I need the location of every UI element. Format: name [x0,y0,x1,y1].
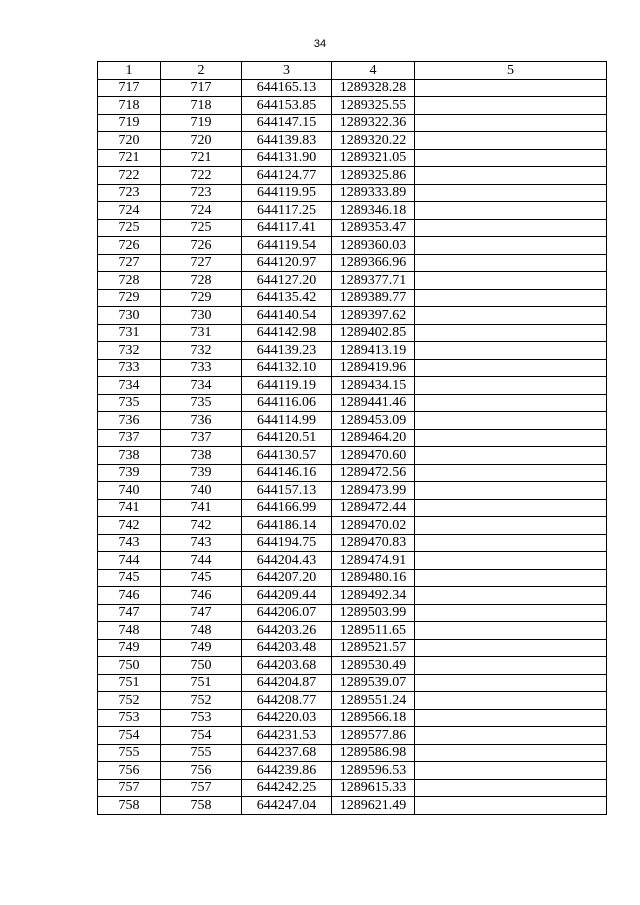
table-cell: 744 [98,552,161,570]
table-cell [415,237,607,255]
table-cell [415,674,607,692]
table-row [98,167,607,185]
table-cell: 720 [161,132,242,150]
table-cell: 1289470.60 [332,447,415,465]
table-cell: 644139.23 [242,342,332,360]
table-cell: 644186.14 [242,517,332,535]
table-cell: 1289503.99 [332,604,415,622]
table-row [98,482,607,500]
table-cell: 1289325.55 [332,97,415,115]
table-row [98,709,607,727]
table-cell: 1289511.65 [332,622,415,640]
table-cell: 644127.20 [242,272,332,290]
table-row [98,587,607,605]
table-cell: 644209.44 [242,587,332,605]
table-cell: 758 [161,797,242,815]
column-header: 4 [332,62,415,80]
table-cell [415,534,607,552]
table-cell: 644119.54 [242,237,332,255]
table-cell: 1289328.28 [332,79,415,97]
table-row [98,79,607,97]
table-row [98,429,607,447]
table-cell: 644203.48 [242,639,332,657]
table-cell: 726 [98,237,161,255]
table-cell: 744 [161,552,242,570]
table-cell: 1289615.33 [332,779,415,797]
table-cell: 750 [161,657,242,675]
table-cell: 749 [98,639,161,657]
table-row [98,464,607,482]
table-row [98,149,607,167]
table-cell [415,482,607,500]
table-row [98,184,607,202]
table-cell: 720 [98,132,161,150]
table-cell: 644135.42 [242,289,332,307]
table-row [98,569,607,587]
table-cell: 750 [98,657,161,675]
table-cell: 738 [98,447,161,465]
table-cell: 740 [98,482,161,500]
table-cell: 731 [161,324,242,342]
table-cell: 754 [161,727,242,745]
table-cell: 748 [98,622,161,640]
table-cell: 735 [98,394,161,412]
table-cell [415,202,607,220]
table-cell: 745 [161,569,242,587]
table-cell: 644208.77 [242,692,332,710]
table-row [98,797,607,815]
coordinates-table [97,61,607,815]
table-cell: 724 [98,202,161,220]
table-cell [415,114,607,132]
table-row [98,412,607,430]
table-cell: 1289346.18 [332,202,415,220]
table-cell [415,219,607,237]
table-cell [415,97,607,115]
table-cell [415,762,607,780]
table-cell: 1289470.02 [332,517,415,535]
table-cell [415,692,607,710]
table-cell: 747 [98,604,161,622]
table-cell: 1289621.49 [332,797,415,815]
table-row [98,132,607,150]
table-cell: 644239.86 [242,762,332,780]
table-cell: 1289586.98 [332,744,415,762]
table-cell: 1289333.89 [332,184,415,202]
table-cell: 746 [161,587,242,605]
table-row [98,639,607,657]
table-cell: 644166.99 [242,499,332,517]
table-row [98,394,607,412]
table-cell: 1289530.49 [332,657,415,675]
table-cell: 1289402.85 [332,324,415,342]
table-cell: 644153.85 [242,97,332,115]
table-cell: 644142.98 [242,324,332,342]
table-cell [415,657,607,675]
table-cell [415,359,607,377]
table-cell: 1289366.96 [332,254,415,272]
table-cell: 756 [98,762,161,780]
table-cell: 644132.10 [242,359,332,377]
table-cell: 1289521.57 [332,639,415,657]
table-cell: 754 [98,727,161,745]
table-row [98,674,607,692]
table-cell: 1289320.22 [332,132,415,150]
table-cell: 644120.51 [242,429,332,447]
table-cell: 730 [161,307,242,325]
page-number: 34 [313,38,327,50]
table-cell: 644131.90 [242,149,332,167]
table-row [98,604,607,622]
table-cell: 743 [98,534,161,552]
table-row [98,114,607,132]
table-cell [415,394,607,412]
table-cell: 1289377.71 [332,272,415,290]
table-row [98,762,607,780]
table-cell: 644203.26 [242,622,332,640]
table-cell: 644231.53 [242,727,332,745]
table-cell: 734 [98,377,161,395]
table-cell [415,324,607,342]
table-cell: 1289473.99 [332,482,415,500]
table-cell: 752 [98,692,161,710]
table-cell: 717 [98,79,161,97]
table-cell: 1289566.18 [332,709,415,727]
table-cell: 1289472.56 [332,464,415,482]
table-cell: 734 [161,377,242,395]
table-cell: 719 [98,114,161,132]
table-cell: 733 [161,359,242,377]
table-cell: 737 [161,429,242,447]
table-cell: 1289539.07 [332,674,415,692]
table-cell: 644247.04 [242,797,332,815]
table-cell [415,272,607,290]
table-cell: 752 [161,692,242,710]
table-cell: 718 [98,97,161,115]
table-cell: 739 [98,464,161,482]
table-cell: 1289492.34 [332,587,415,605]
table-cell: 755 [161,744,242,762]
table-cell [415,727,607,745]
table-cell: 723 [98,184,161,202]
table-cell [415,709,607,727]
table-cell: 736 [98,412,161,430]
table-cell: 726 [161,237,242,255]
table-cell: 644119.19 [242,377,332,395]
table-cell: 1289360.03 [332,237,415,255]
table-row [98,202,607,220]
table-row [98,499,607,517]
table-cell: 1289413.19 [332,342,415,360]
table-cell [415,79,607,97]
table-cell: 736 [161,412,242,430]
table-row [98,307,607,325]
table-cell: 756 [161,762,242,780]
table-cell: 1289470.83 [332,534,415,552]
table-cell: 644117.25 [242,202,332,220]
table-cell: 644237.68 [242,744,332,762]
table-cell: 722 [98,167,161,185]
table-cell: 725 [161,219,242,237]
table-cell: 742 [161,517,242,535]
table-cell: 1289321.05 [332,149,415,167]
table-cell [415,464,607,482]
table-row [98,692,607,710]
table-cell: 722 [161,167,242,185]
table-cell: 727 [98,254,161,272]
table-cell: 644220.03 [242,709,332,727]
table-cell: 732 [98,342,161,360]
table-cell: 644114.99 [242,412,332,430]
table-cell: 753 [161,709,242,727]
table-row [98,727,607,745]
table-row [98,342,607,360]
table-cell: 729 [161,289,242,307]
table-cell: 1289453.09 [332,412,415,430]
table-cell [415,779,607,797]
table-cell: 740 [161,482,242,500]
table-cell: 721 [98,149,161,167]
table-cell: 742 [98,517,161,535]
table-cell: 1289325.86 [332,167,415,185]
table-row [98,237,607,255]
table-row [98,657,607,675]
table-cell: 723 [161,184,242,202]
table-cell: 729 [98,289,161,307]
table-cell: 747 [161,604,242,622]
table-cell: 732 [161,342,242,360]
table-cell: 644203.68 [242,657,332,675]
table-cell: 1289434.15 [332,377,415,395]
table-cell [415,517,607,535]
table-row [98,779,607,797]
table-row [98,289,607,307]
table-cell [415,167,607,185]
table-cell: 741 [161,499,242,517]
table-cell: 728 [98,272,161,290]
table-cell [415,604,607,622]
table-cell [415,184,607,202]
table-cell: 737 [98,429,161,447]
table-cell: 644139.83 [242,132,332,150]
table-cell: 644147.15 [242,114,332,132]
table-cell [415,289,607,307]
table-cell: 1289419.96 [332,359,415,377]
table-cell: 644165.13 [242,79,332,97]
table-row [98,447,607,465]
table-row [98,219,607,237]
table-cell: 731 [98,324,161,342]
table-cell: 1289441.46 [332,394,415,412]
table-cell: 1289480.16 [332,569,415,587]
table-cell: 743 [161,534,242,552]
table-cell: 644194.75 [242,534,332,552]
table-cell: 751 [161,674,242,692]
table-cell: 735 [161,394,242,412]
table-cell [415,342,607,360]
table-cell: 748 [161,622,242,640]
table-cell: 644117.41 [242,219,332,237]
table-cell: 758 [98,797,161,815]
table-cell [415,569,607,587]
table-row [98,377,607,395]
table-cell [415,552,607,570]
table-row [98,272,607,290]
table-cell [415,587,607,605]
table-cell: 721 [161,149,242,167]
table-cell: 644157.13 [242,482,332,500]
column-header: 2 [161,62,242,80]
table-cell: 738 [161,447,242,465]
table-cell: 644204.87 [242,674,332,692]
table-row [98,552,607,570]
table-cell: 741 [98,499,161,517]
table-cell [415,797,607,815]
table-cell [415,132,607,150]
table-row [98,254,607,272]
table-cell: 757 [98,779,161,797]
table-cell: 1289353.47 [332,219,415,237]
table-cell: 733 [98,359,161,377]
table-cell: 757 [161,779,242,797]
table-cell: 1289472.44 [332,499,415,517]
table-cell [415,254,607,272]
table-row [98,622,607,640]
table-cell: 1289322.36 [332,114,415,132]
table-cell: 751 [98,674,161,692]
table-cell: 746 [98,587,161,605]
table-cell: 717 [161,79,242,97]
table-cell: 739 [161,464,242,482]
table-cell [415,307,607,325]
table-cell: 644207.20 [242,569,332,587]
table-cell [415,639,607,657]
table-cell: 1289596.53 [332,762,415,780]
table-row [98,517,607,535]
table-cell: 1289474.91 [332,552,415,570]
table-cell: 727 [161,254,242,272]
table-cell: 745 [98,569,161,587]
table-cell: 1289577.86 [332,727,415,745]
table-cell: 1289551.24 [332,692,415,710]
table-cell [415,412,607,430]
table-row [98,359,607,377]
table-cell [415,447,607,465]
table-row [98,324,607,342]
table-cell [415,622,607,640]
table-header-row [98,62,607,80]
table-cell: 644206.07 [242,604,332,622]
table-cell: 718 [161,97,242,115]
table-cell [415,744,607,762]
table-cell: 730 [98,307,161,325]
column-header: 5 [415,62,607,80]
table-cell: 725 [98,219,161,237]
table-cell [415,377,607,395]
table-cell: 728 [161,272,242,290]
table-cell: 644204.43 [242,552,332,570]
table-cell: 644146.16 [242,464,332,482]
table-cell: 1289389.77 [332,289,415,307]
table-cell [415,429,607,447]
table-cell [415,499,607,517]
table-cell: 644119.95 [242,184,332,202]
table-cell: 1289464.20 [332,429,415,447]
table-cell: 644124.77 [242,167,332,185]
table-row [98,534,607,552]
table-cell: 644130.57 [242,447,332,465]
table-cell: 644120.97 [242,254,332,272]
table-row [98,97,607,115]
table-cell: 644242.25 [242,779,332,797]
table-cell: 749 [161,639,242,657]
table-cell: 644140.54 [242,307,332,325]
table-cell: 719 [161,114,242,132]
table-cell: 755 [98,744,161,762]
table-cell [415,149,607,167]
table-cell: 753 [98,709,161,727]
column-header: 1 [98,62,161,80]
table-cell: 724 [161,202,242,220]
column-header: 3 [242,62,332,80]
table-cell: 644116.06 [242,394,332,412]
table-row [98,744,607,762]
table-cell: 1289397.62 [332,307,415,325]
